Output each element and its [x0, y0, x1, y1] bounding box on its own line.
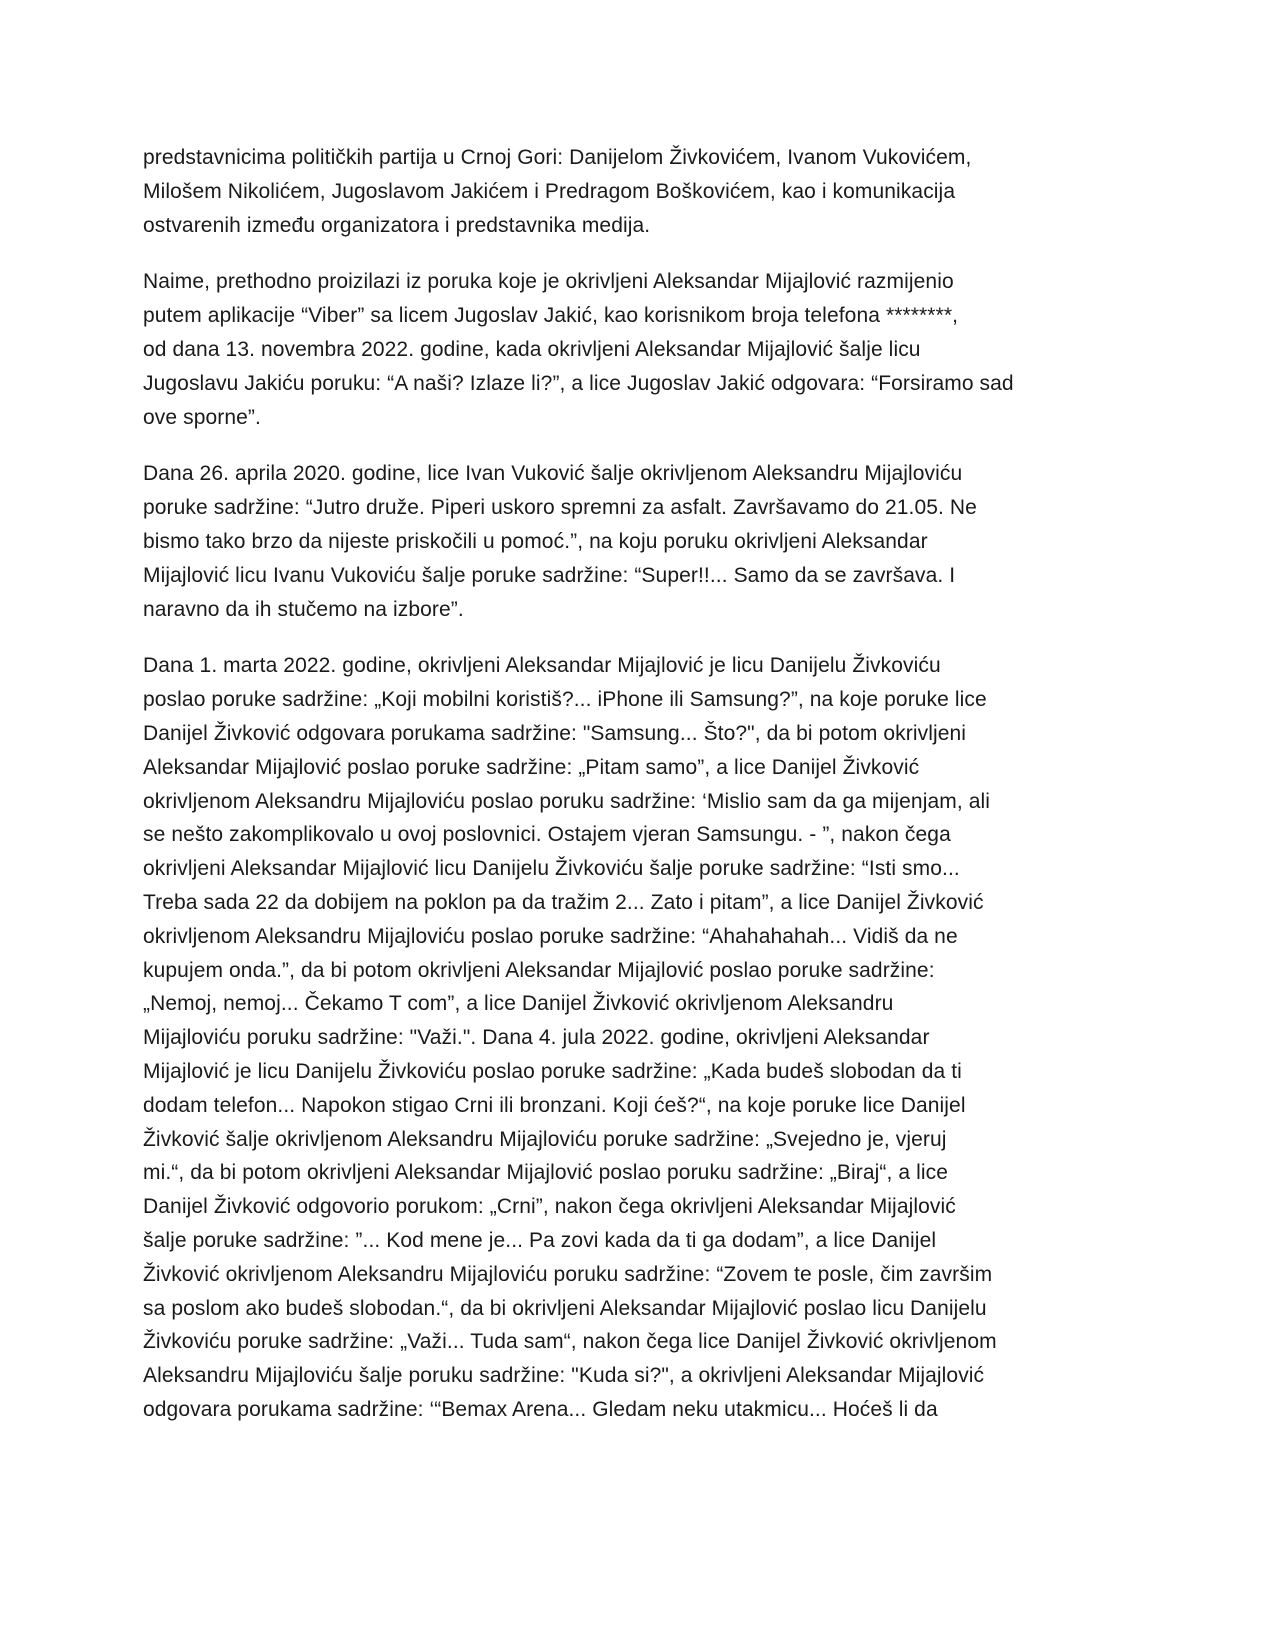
text-line: odgovara porukama sadržine: ‘“Bemax Arena... Gledam neku utakmicu... Hoćeš li da [143, 1397, 938, 1421]
text-line: Jugoslavu Jakiću poruku: “A naši? Izlaze li?”, a lice Jugoslav Jakić odgovara: “Forsiramo sad [143, 371, 1014, 395]
text-line: Treba sada 22 da dobijem na poklon pa da tražim 2... Zato i pitam”, a lice Danijel Živković [143, 890, 984, 914]
text-line: dodam telefon... Napokon stigao Crni ili bronzani. Koji ćeš?“, na koje poruke lice Danijel [143, 1093, 966, 1117]
text-line: Danijel Živković odgovara porukama sadržine: "Samsung... Što?", da bi potom okrivljeni [143, 721, 967, 745]
text-line: sa poslom ako budeš slobodan.“, da bi okrivljeni Aleksandar Mijajlović poslao licu Danijelu [143, 1296, 987, 1320]
text-line: ostvarenih između organizatora i predstavnika medija. [143, 213, 651, 237]
text-line: Milošem Nikolićem, Jugoslavom Jakićem i Predragom Boškovićem, kao i komunikacija [143, 179, 956, 203]
text-line: Danijel Živković odgovorio porukom: „Crni”, nakon čega okrivljeni Aleksandar Mijajlović [143, 1195, 956, 1219]
text-line: Mijajlović je licu Danijelu Živkoviću poslao poruke sadržine: „Kada budeš slobodan da ti [143, 1059, 962, 1083]
text-line: se nešto zakomplikovalo u ovoj poslovnici. Ostajem vjeran Samsungu. - ”, nakon čega [143, 823, 951, 847]
text-line: poslao poruke sadržine: „Koji mobilni koristiš?... iPhone ili Samsung?”, na koje poruke lice [143, 688, 987, 712]
text-line: „Nemoj, nemoj... Čekamo T com”, a lice Danijel Živković okrivljenom Aleksandru [143, 992, 894, 1016]
document-body [143, 141, 1083, 1450]
text-line: Mijajlović licu Ivanu Vukoviću šalje poruke sadržine: “Super!!... Samo da se završava. I [143, 563, 956, 587]
text-line: od dana 13. novembra 2022. godine, kada okrivljeni Aleksandar Mijajlović šalje licu [143, 337, 921, 361]
text-line: kupujem onda.”, da bi potom okrivljeni Aleksandar Mijajlović poslao poruke sadržine: [143, 958, 935, 982]
paragraph [143, 649, 1083, 1426]
text-line: Aleksandar Mijajlović poslao poruke sadržine: „Pitam samo”, a lice Danijel Živković [143, 755, 920, 779]
text-line: mi.“, da bi potom okrivljeni Aleksandar Mijajlović poslao poruku sadržine: „Biraj“, a lice [143, 1161, 948, 1185]
text-line: Živkoviću poruke sadržine: „Važi... Tuda sam“, nakon čega lice Danijel Živković okrivljenom [143, 1330, 997, 1354]
text-line: ove sporne”. [143, 405, 261, 429]
text-line: poruke sadržine: “Jutro druže. Piperi uskoro spremni za asfalt. Završavamo do 21.05. Ne [143, 496, 977, 520]
paragraph [143, 265, 1083, 434]
text-line: šalje poruke sadržine: ”... Kod mene je... Pa zovi kada da ti ga dodam”, a lice Danijel [143, 1228, 937, 1252]
text-line: Dana 1. marta 2022. godine, okrivljeni Aleksandar Mijajlović je licu Danijelu Živkoviću [143, 654, 941, 678]
text-line: Živković šalje okrivljenom Aleksandru Mijajloviću poruke sadržine: „Svejedno je, vjeruj [143, 1127, 947, 1151]
text-line: Naime, prethodno proizilazi iz poruka koje je okrivljeni Aleksandar Mijajlović razmijenio [143, 270, 954, 294]
text-line: naravno da ih stučemo na izbore”. [143, 597, 464, 621]
text-line: Mijajloviću poruku sadržine: "Važi.". Dana 4. jula 2022. godine, okrivljeni Aleksandar [143, 1026, 930, 1050]
paragraph [143, 141, 1083, 242]
text-line: Dana 26. aprila 2020. godine, lice Ivan Vuković šalje okrivljenom Aleksandru Mijajloviću [143, 462, 963, 486]
text-line: Aleksandru Mijajloviću šalje poruku sadržine: "Kuda si?", a okrivljeni Aleksandar Mijajlović [143, 1364, 985, 1388]
text-line: okrivljenom Aleksandru Mijajloviću poslao poruke sadržine: “Ahahahahah... Vidiš da ne [143, 924, 958, 948]
text-line: predstavnicima političkih partija u Crnoj Gori: Danijelom Živkovićem, Ivanom Vukovićem, [143, 146, 972, 169]
text-line: putem aplikacije “Viber” sa licem Jugoslav Jakić, kao korisnikom broja telefona ********, [143, 304, 959, 328]
text-line: okrivljenom Aleksandru Mijajloviću poslao poruku sadržine: ‘Mislio sam da ga mijenjam, ali [143, 789, 991, 813]
text-line: bismo tako brzo da nijeste priskočili u pomoć.”, na koju poruku okrivljeni Aleksandar [143, 529, 928, 553]
text-line: okrivljeni Aleksandar Mijajlović licu Danijelu Živkoviću šalje poruke sadržine: “Isti smo... [143, 857, 960, 881]
paragraph [143, 457, 1083, 626]
text-line: Živković okrivljenom Aleksandru Mijajloviću poruku sadržine: “Zovem te posle, čim završim [143, 1262, 993, 1286]
